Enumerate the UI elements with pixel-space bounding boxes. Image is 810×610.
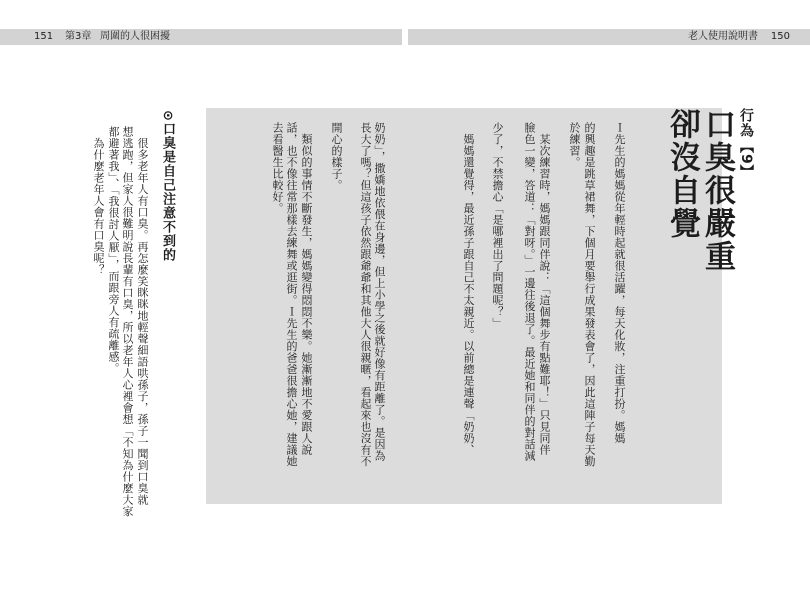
body-line: 為什麼老年人會有口臭呢？ bbox=[92, 126, 105, 276]
body-line: 很多老年人有口臭。再怎麼笑眯眯地輕聲細語哄孫子，孫子一聞到口臭就 bbox=[136, 126, 149, 506]
story-line: 媽媽還覺得，最近孫子跟自己不太親近。以前總是連聲「奶奶、 bbox=[462, 122, 475, 456]
story-line: 的興趣是跳草裙舞，下個月要舉行成果發表會了，因此這陣子每天勤 bbox=[583, 122, 596, 467]
story-line: 某次練習時，媽媽跟同伴說：「這個舞步有點難耶！」只見同伴 bbox=[538, 122, 551, 456]
page-title-line-1: 口臭很嚴重 bbox=[699, 108, 735, 273]
story-line: 少了，不禁擔心「是哪裡出了問題呢？」 bbox=[491, 122, 504, 329]
story-line: 開心的樣子。 bbox=[330, 122, 343, 191]
chapter-title: 周圍的人很困擾 bbox=[100, 31, 170, 42]
book-title: 老人使用說明書 bbox=[688, 31, 758, 42]
left-page-number: 151 bbox=[34, 31, 54, 42]
story-line: 於練習。 bbox=[568, 122, 581, 168]
story-line: 臉色一變，答道：「對呀。」一邊往後退了。最近她和同伴的對話減 bbox=[523, 122, 536, 462]
story-line: 話，也不像往常那樣去練舞或逛街。Ｉ先生的爸爸很擔心她，建議她 bbox=[285, 122, 298, 467]
behavior-number: 【9】 bbox=[738, 139, 754, 180]
story-line: 長大了嗎？但這孩子依然跟爺爺和其他大人很親暱，看起來也沒有不 bbox=[359, 122, 372, 467]
story-line: 類似的事情不斷發生，媽媽變得悶悶不樂。她漸漸地不愛跟人說 bbox=[300, 122, 313, 456]
section-heading-text: 口臭是自己注意不到的 bbox=[160, 121, 175, 262]
page-title-line-2: 卻沒自覺 bbox=[664, 108, 700, 240]
story-line: 去看醫生比較好。 bbox=[271, 122, 284, 214]
right-page-number: 150 bbox=[770, 31, 790, 42]
behavior-label bbox=[738, 108, 754, 181]
body-line: 都避著我」、「我很討人厭」，而跟旁人有疏離感。 bbox=[107, 126, 120, 374]
behavior-text: 行為 bbox=[738, 108, 754, 138]
story-line: Ｉ先生的媽媽從年輕時起就很活躍，每天化妝，注重打扮。媽媽 bbox=[613, 122, 626, 444]
left-page-header bbox=[0, 29, 402, 45]
chapter-label: 第3章 bbox=[65, 31, 92, 42]
section-heading bbox=[160, 110, 175, 262]
body-line: 想逃跑，但家人很難明說長輩有口臭，所以老年人心裡會想「不知為什麼大家 bbox=[121, 126, 134, 517]
right-page-header bbox=[408, 29, 810, 45]
story-line: 奶奶」，撒嬌地依偎在身邊，但上小學之後就好像有距離了。是因為 bbox=[373, 122, 386, 462]
circle-bullet-icon: ⊙ bbox=[160, 110, 175, 122]
